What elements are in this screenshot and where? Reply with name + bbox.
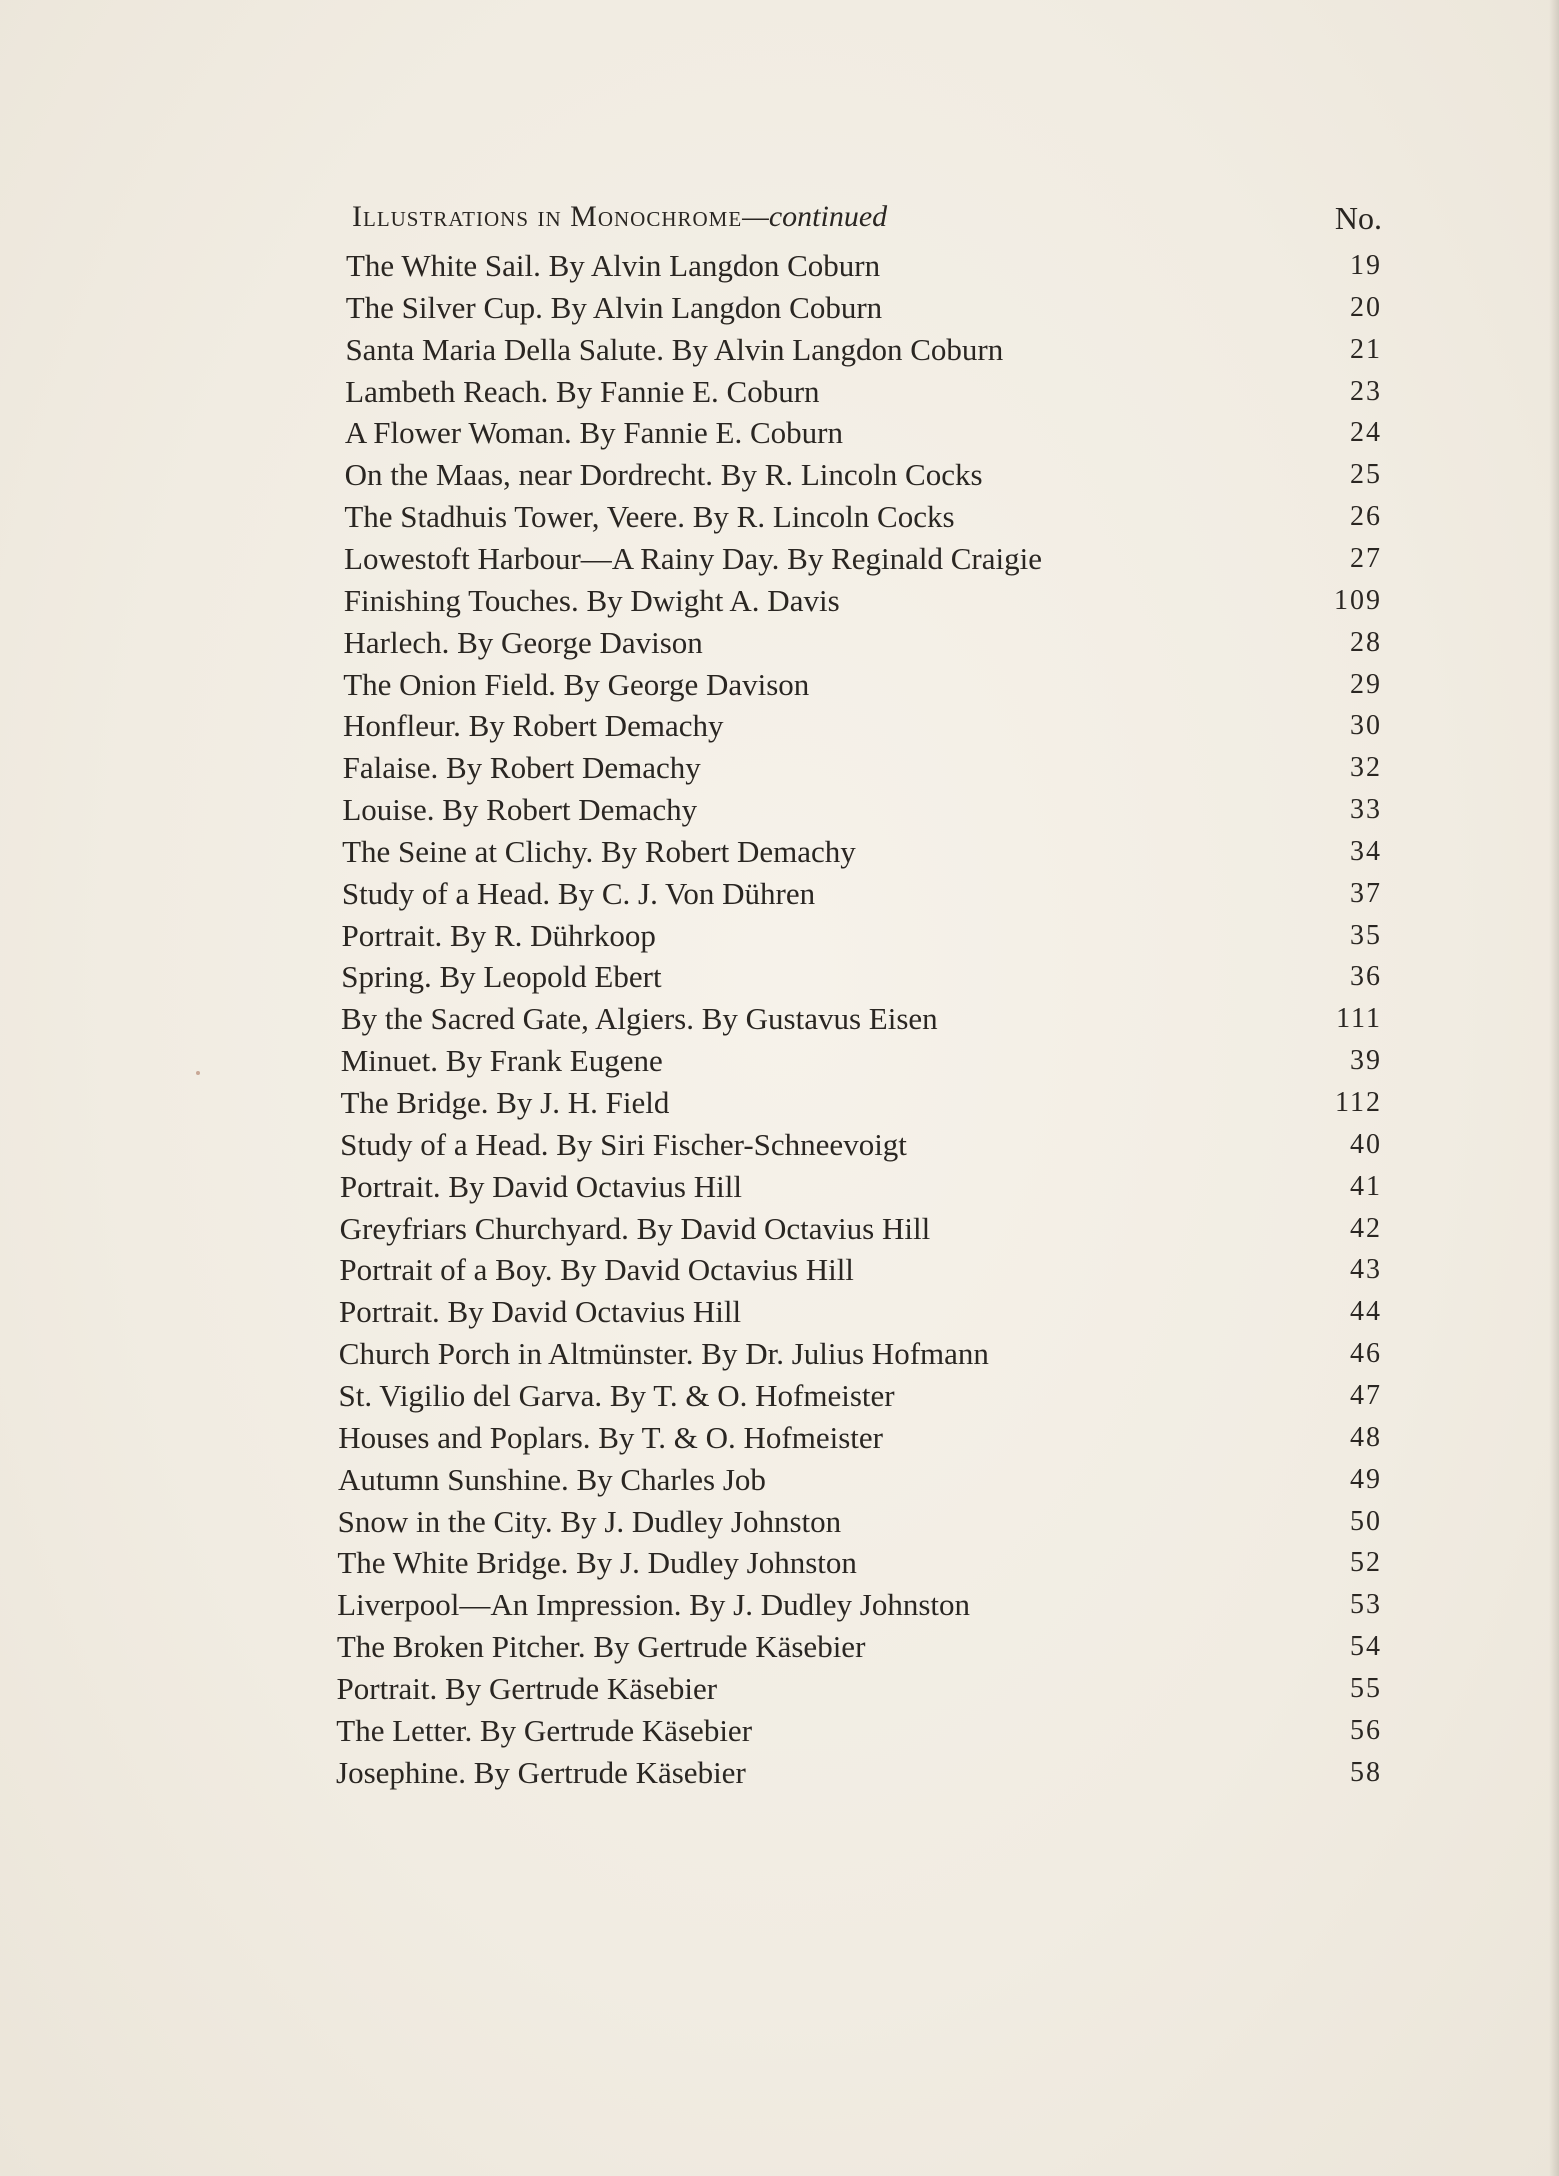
list-item xyxy=(337,1629,1382,1669)
entry-number: 47 xyxy=(1350,1379,1382,1411)
list-item xyxy=(338,1504,1382,1544)
list-item xyxy=(345,374,1382,414)
entry-title: Greyfriars Churchyard. By David Octavius Hill xyxy=(339,1210,931,1246)
section-title-text: Illustrations in Monochrome xyxy=(352,200,743,233)
entry-number: 29 xyxy=(1349,668,1382,700)
entry-number: 33 xyxy=(1349,794,1382,826)
entry-number: 36 xyxy=(1349,961,1382,993)
entry-title: The Letter. By Gertrude Käsebier xyxy=(336,1712,753,1748)
entry-title: Snow in the City. By J. Dudley Johnston xyxy=(337,1503,842,1539)
entry-number: 58 xyxy=(1350,1756,1382,1788)
entry-title: On the Maas, near Dordrecht. By R. Lincoln Cocks xyxy=(344,457,983,493)
entry-title: By the Sacred Gate, Algiers. By Gustavus Eisen xyxy=(341,1001,938,1037)
list-item xyxy=(341,1043,1382,1083)
list-item xyxy=(341,959,1382,999)
entry-title: The Onion Field. By George Davison xyxy=(343,666,810,702)
entry-number: 50 xyxy=(1349,1505,1382,1537)
list-item xyxy=(344,583,1382,623)
entry-title: Portrait. By Gertrude Käsebier xyxy=(336,1670,718,1706)
list-item xyxy=(345,457,1382,497)
list-item xyxy=(346,248,1382,288)
entry-number: 49 xyxy=(1349,1463,1382,1495)
list-item xyxy=(337,1545,1382,1585)
entry-title: Houses and Poplars. By T. & O. Hofmeister xyxy=(338,1419,883,1455)
list-item xyxy=(344,625,1383,665)
entry-number: 24 xyxy=(1349,417,1382,449)
entry-title: Study of a Head. By C. J. Von Dühren xyxy=(341,875,816,911)
entry-number: 32 xyxy=(1349,752,1382,784)
entry-number: 23 xyxy=(1349,375,1382,407)
entry-title: The White Bridge. By J. Dudley Johnston xyxy=(337,1545,857,1581)
entry-title: Falaise. By Robert Demachy xyxy=(342,750,701,786)
entry-number: 39 xyxy=(1349,1045,1382,1077)
list-item xyxy=(340,1211,1382,1251)
paper-speck xyxy=(196,1071,200,1075)
list-item xyxy=(338,1462,1382,1502)
list-item xyxy=(337,1671,1382,1711)
continued-label: —continued xyxy=(742,200,888,233)
entry-title: A Flower Woman. By Fannie E. Coburn xyxy=(344,415,843,451)
entry-title: Lambeth Reach. By Fannie E. Coburn xyxy=(345,373,820,409)
entry-number: 20 xyxy=(1349,291,1382,323)
entry-title: Santa Maria Della Salute. By Alvin Langdon Coburn xyxy=(345,331,1004,367)
entry-title: Portrait of a Boy. By David Octavius Hill xyxy=(339,1252,854,1288)
entry-title: St. Vigilio del Garva. By T. & O. Hofmeister xyxy=(338,1377,895,1413)
entry-number: 34 xyxy=(1349,835,1382,867)
list-item xyxy=(340,1127,1382,1167)
list-item xyxy=(337,1587,1382,1627)
entry-title: Louise. By Robert Demachy xyxy=(342,792,698,828)
entry-number: 56 xyxy=(1349,1714,1382,1746)
list-item xyxy=(339,1294,1382,1334)
entry-title: Spring. By Leopold Ebert xyxy=(341,959,662,995)
entry-title: Honfleur. By Robert Demachy xyxy=(342,708,724,744)
entry-title: Minuet. By Frank Eugene xyxy=(340,1043,663,1079)
list-item xyxy=(339,1252,1382,1292)
list-item xyxy=(342,876,1382,916)
entry-number: 25 xyxy=(1349,459,1382,491)
entry-title: The Broken Pitcher. By Gertrude Käsebier xyxy=(336,1629,866,1665)
entry-number: 109 xyxy=(1333,584,1382,616)
number-column-label: No. xyxy=(1334,200,1382,236)
entry-number: 37 xyxy=(1349,877,1382,909)
entry-title: Finishing Touches. By Dwight A. Davis xyxy=(343,582,840,618)
list-item xyxy=(345,415,1382,455)
entry-number: 53 xyxy=(1349,1589,1382,1621)
entry-number: 26 xyxy=(1349,501,1382,533)
list-item xyxy=(340,1169,1382,1209)
list-item xyxy=(344,499,1382,539)
list-item xyxy=(341,1001,1382,1041)
entry-title: Lowestoft Harbour—A Rainy Day. By Reginald Craigie xyxy=(344,540,1042,576)
entry-number: 42 xyxy=(1349,1212,1382,1244)
entry-title: Liverpool—An Impression. By J. Dudley Johnston xyxy=(337,1587,970,1623)
entry-number: 48 xyxy=(1349,1421,1382,1453)
entry-number: 52 xyxy=(1349,1547,1382,1579)
entry-title: The Bridge. By J. H. Field xyxy=(340,1085,670,1120)
entry-number: 55 xyxy=(1349,1672,1382,1704)
entry-number: 21 xyxy=(1349,333,1382,365)
list-item xyxy=(344,541,1382,581)
list-item xyxy=(342,918,1382,958)
entry-title: The Silver Cup. By Alvin Langdon Coburn xyxy=(345,289,883,325)
list-item xyxy=(336,1713,1382,1753)
entry-number: 40 xyxy=(1349,1128,1382,1160)
list-item xyxy=(343,667,1382,707)
entry-title: Church Porch in Altmünster. By Dr. Julius Hofmann xyxy=(338,1336,989,1372)
entry-title: The Seine at Clichy. By Robert Demachy xyxy=(342,833,856,869)
list-item xyxy=(343,750,1382,790)
entry-title: The Stadhuis Tower, Veere. By R. Lincoln Cocks xyxy=(344,499,955,535)
entry-number: 111 xyxy=(1336,1003,1382,1035)
entry-number: 44 xyxy=(1349,1296,1382,1328)
list-item xyxy=(336,1755,1382,1795)
list-item xyxy=(343,708,1382,748)
entry-number: 30 xyxy=(1349,710,1382,742)
list-item xyxy=(342,792,1382,832)
entry-number: 27 xyxy=(1349,542,1382,574)
entry-title: The White Sail. By Alvin Langdon Coburn xyxy=(346,248,881,283)
list-item xyxy=(339,1378,1383,1418)
entry-number: 41 xyxy=(1349,1170,1382,1202)
list-item xyxy=(342,834,1382,874)
entry-title: Portrait. By R. Dührkoop xyxy=(341,917,656,953)
list-item xyxy=(345,332,1382,372)
list-item xyxy=(338,1420,1382,1460)
entry-title: Study of a Head. By Siri Fischer-Schneevoigt xyxy=(340,1126,907,1162)
entry-number: 19 xyxy=(1350,250,1382,281)
entry-number: 54 xyxy=(1349,1631,1382,1663)
entry-number: 46 xyxy=(1349,1338,1382,1370)
entry-title: Portrait. By David Octavius Hill xyxy=(339,1168,742,1204)
entry-number: 35 xyxy=(1349,919,1382,951)
entry-title: Portrait. By David Octavius Hill xyxy=(339,1294,742,1330)
entry-title: Josephine. By Gertrude Käsebier xyxy=(336,1754,746,1790)
entry-title: Autumn Sunshine. By Charles Job xyxy=(337,1461,766,1497)
list-item xyxy=(339,1336,1382,1376)
entry-number: 43 xyxy=(1349,1254,1382,1286)
entry-number: 112 xyxy=(1335,1087,1382,1118)
entry-title: Harlech. By George Davison xyxy=(343,624,703,660)
entry-number: 28 xyxy=(1350,626,1382,658)
list-item xyxy=(346,290,1382,330)
list-item xyxy=(340,1085,1382,1125)
